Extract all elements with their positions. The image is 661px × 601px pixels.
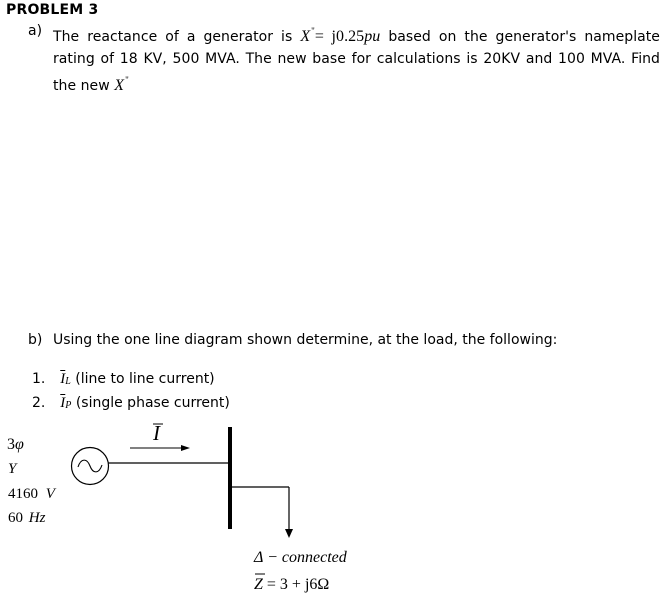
source-connection: Y <box>8 461 17 477</box>
line-current-subscript: L <box>65 376 71 387</box>
list-item-description: (line to line current) <box>75 371 215 387</box>
list-item-description: (single phase current) <box>75 395 230 411</box>
phase-current-symbol: $\overline{I}$ <box>60 395 66 411</box>
reactance-unit: pu <box>364 28 381 45</box>
current-label: I <box>153 421 160 445</box>
part-a-label: a) <box>28 23 43 39</box>
part-b-label: b) <box>28 332 43 348</box>
impedance-symbol: Z <box>254 576 263 593</box>
source-voltage: 4160 V <box>8 486 55 502</box>
voltage-unit: V <box>45 486 55 502</box>
line-current-symbol: $\overline{I}$ <box>60 371 66 387</box>
source-phase: 3φ <box>7 436 24 453</box>
part-a-text-2: based on the generator's nameplate rating of 18 KV, 500 MVA. The new base for calculations is 20KV and 100 MVA. Find the new <box>53 29 660 94</box>
source-frequency: 60 Hz <box>8 510 46 526</box>
list-item-number: 1. <box>32 371 46 387</box>
load-impedance <box>254 576 329 594</box>
current-arrow <box>130 445 190 451</box>
phi-symbol: φ <box>15 436 24 453</box>
load-feeder <box>231 487 293 538</box>
reactance-equals: = j0.25 <box>314 28 365 45</box>
new-reactance-symbol: X" <box>114 75 129 94</box>
generator-symbol <box>72 448 109 485</box>
part-b-text: Using the one line diagram shown determine, at the load, the following: <box>53 332 558 348</box>
impedance-value: = 3 + j6Ω <box>266 576 330 593</box>
list-item-number: 2. <box>32 395 46 411</box>
phase-current-subscript: P <box>65 400 72 411</box>
part-a-text-1: The reactance of a generator is <box>53 29 293 45</box>
frequency-unit: Hz <box>28 510 46 526</box>
problem-title: PROBLEM 3 <box>6 2 99 18</box>
reactance-superscript: " <box>311 26 315 36</box>
new-reactance-superscript: " <box>125 75 129 85</box>
reactance-symbol: X" <box>300 26 315 45</box>
load-connection: Δ − connected <box>254 549 347 566</box>
